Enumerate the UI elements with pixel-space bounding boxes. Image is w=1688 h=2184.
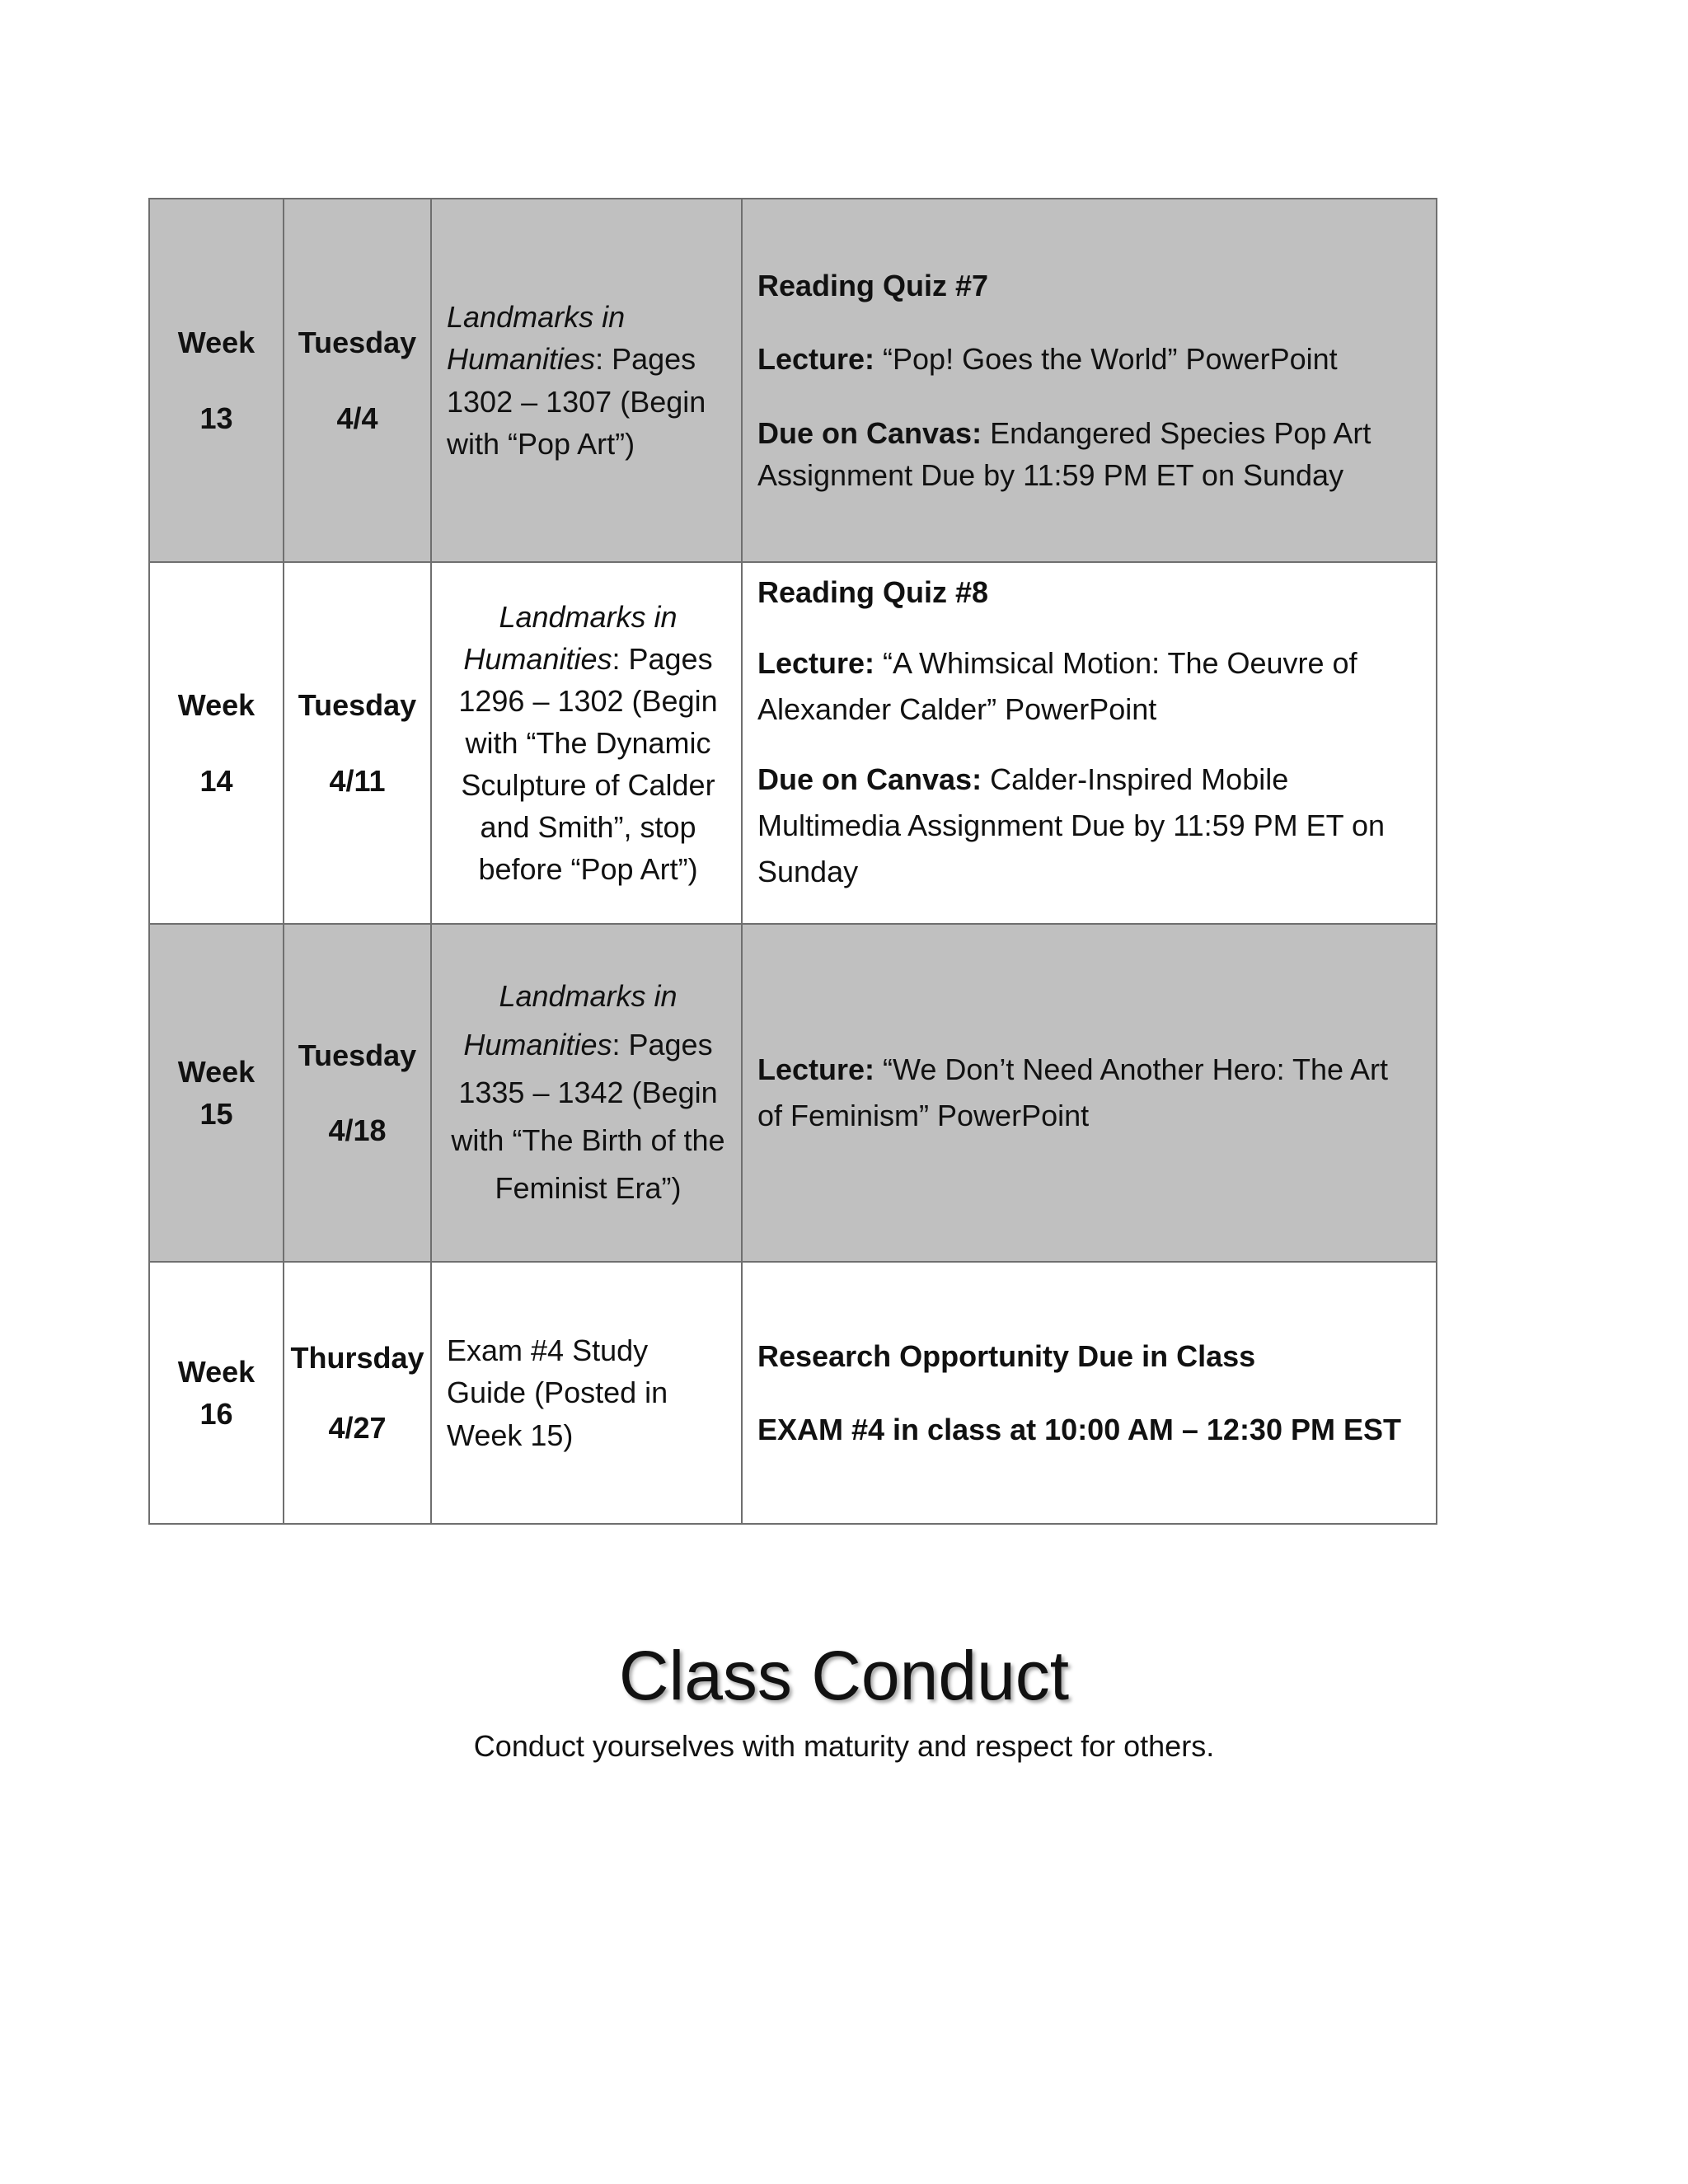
week-number: 13 bbox=[199, 401, 233, 435]
reading-cell bbox=[431, 924, 742, 1262]
schedule-row-week-16 bbox=[149, 1262, 1437, 1524]
week-label: Week bbox=[177, 1354, 256, 1389]
topics-cell bbox=[742, 1262, 1437, 1524]
week-number: 16 bbox=[199, 1397, 233, 1431]
reading-title: Landmarks in Humanities bbox=[447, 300, 626, 377]
schedule-row-week-14 bbox=[149, 562, 1437, 924]
date-cell bbox=[284, 562, 431, 924]
date-label: 4/18 bbox=[328, 1113, 387, 1147]
date-cell bbox=[284, 924, 431, 1262]
exam-line: EXAM #4 in class at 10:00 AM – 12:30 PM EST bbox=[757, 1413, 1401, 1446]
week-label: Week bbox=[177, 688, 256, 723]
week-cell bbox=[149, 924, 284, 1262]
topics-cell bbox=[742, 924, 1437, 1262]
week-cell bbox=[149, 1262, 284, 1524]
reading-pages: : Pages 1296 – 1302 (Begin with “The Dynamic Sculpture of Calder and Smith”, stop before “Pop Art”) bbox=[458, 641, 718, 887]
week-cell bbox=[149, 199, 284, 562]
class-conduct-heading: Class Conduct bbox=[618, 1637, 1070, 1714]
class-conduct-text: Conduct yourselves with maturity and respect for others. bbox=[473, 1729, 1215, 1763]
date-cell bbox=[284, 199, 431, 562]
date-label: 4/27 bbox=[328, 1411, 387, 1445]
reading-cell bbox=[431, 562, 742, 924]
schedule-row-week-15 bbox=[149, 924, 1437, 1262]
topics-cell bbox=[742, 199, 1437, 562]
day-label: Tuesday bbox=[298, 326, 417, 360]
topics-cell bbox=[742, 562, 1437, 924]
date-cell bbox=[284, 1262, 431, 1524]
week-number: 15 bbox=[199, 1097, 233, 1131]
day-label: Thursday bbox=[290, 1340, 424, 1375]
due-line: Due on Canvas: Endangered Species Pop Art Assignment Due by 11:59 PM ET on Sunday bbox=[757, 415, 1372, 492]
day-label: Tuesday bbox=[298, 1038, 417, 1072]
date-label: 4/11 bbox=[329, 763, 386, 798]
reading-cell bbox=[431, 1262, 742, 1524]
reading-quiz: Reading Quiz #7 bbox=[757, 269, 989, 303]
course-schedule-table bbox=[148, 198, 1437, 1525]
due-line: Due on Canvas: Calder-Inspired Mobile Multimedia Assignment Due by 11:59 PM ET on Sunday bbox=[757, 762, 1386, 888]
day-label: Tuesday bbox=[298, 688, 417, 723]
reading-plain: Exam #4 Study Guide (Posted in Week 15) bbox=[447, 1333, 668, 1452]
lecture-line: Lecture: “We Don’t Need Another Hero: The Art of Feminism” PowerPoint bbox=[757, 1052, 1389, 1132]
reading-title: Landmarks in Humanities bbox=[463, 979, 678, 1062]
date-label: 4/4 bbox=[336, 401, 378, 435]
reading-quiz: Reading Quiz #8 bbox=[757, 575, 989, 609]
week-label: Week bbox=[177, 1054, 256, 1089]
week-label: Week bbox=[177, 326, 256, 360]
week-number: 14 bbox=[199, 763, 233, 798]
lecture-line: Lecture: “A Whimsical Motion: The Oeuvre of Alexander Calder” PowerPoint bbox=[757, 645, 1357, 726]
reading-title: Landmarks in Humanities bbox=[463, 599, 678, 676]
reading-cell bbox=[431, 199, 742, 562]
week-cell bbox=[149, 562, 284, 924]
lecture-line: Lecture: “Pop! Goes the World” PowerPoint bbox=[757, 342, 1338, 377]
reading-pages: : Pages 1302 – 1307 (Begin with “Pop Art”) bbox=[447, 342, 706, 461]
research-opportunity: Research Opportunity Due in Class bbox=[757, 1338, 1256, 1373]
reading-pages: : Pages 1335 – 1342 (Begin with “The Birth of the Feminist Era”) bbox=[451, 1027, 725, 1206]
schedule-row-week-13 bbox=[149, 199, 1437, 562]
